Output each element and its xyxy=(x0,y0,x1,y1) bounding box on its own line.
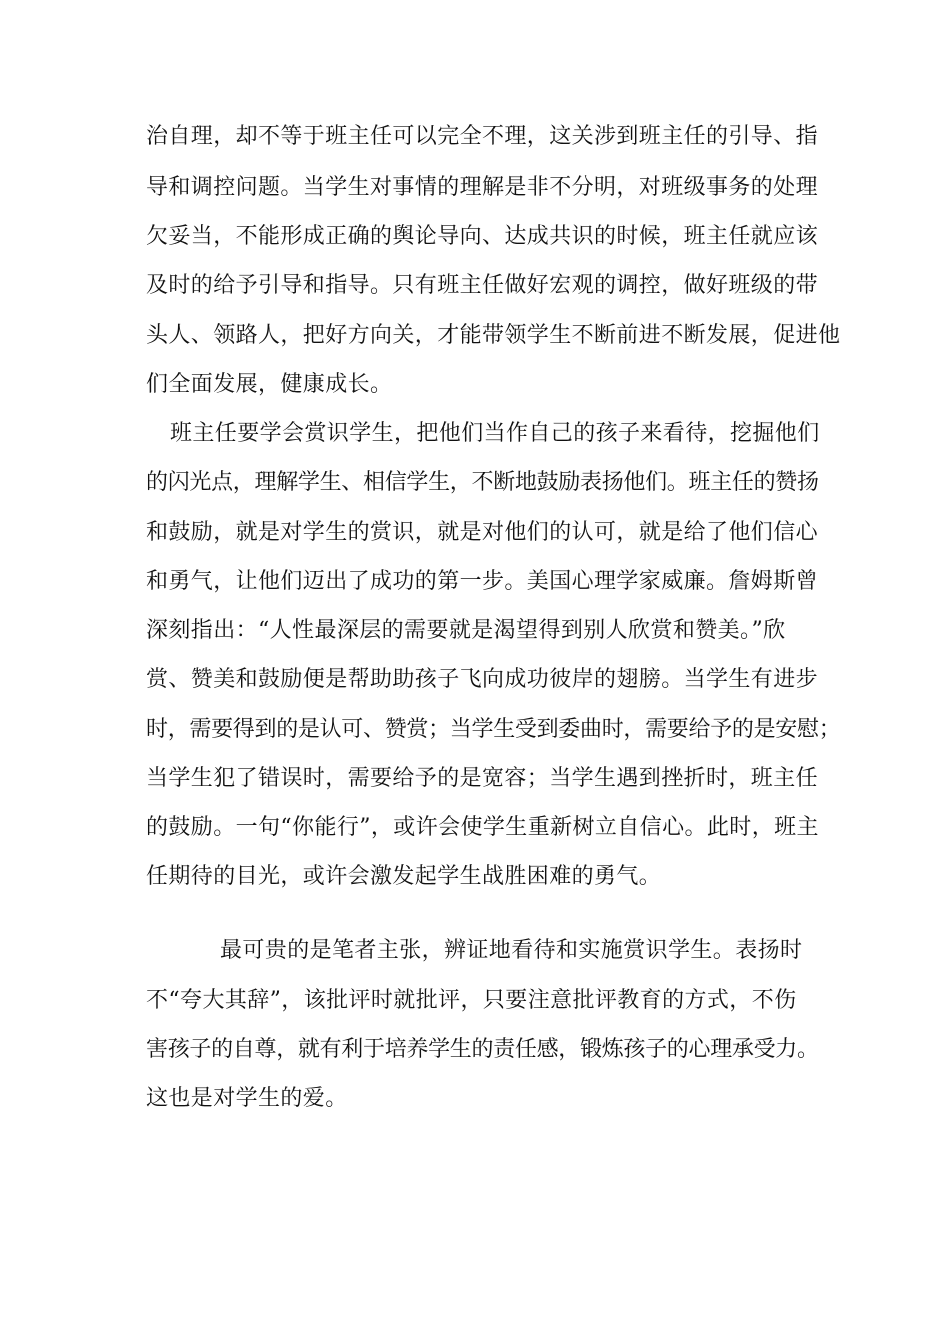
text-line: 和勇气，让他们迈出了成功的第一步。美国心理学家威廉。詹姆斯曾 xyxy=(146,569,819,594)
text-line: 们全面发展，健康成长。 xyxy=(146,372,393,397)
text-line: 害孩子的自尊，就有利于培养学生的责任感，锻炼孩子的心理承受力。 xyxy=(146,1037,819,1062)
text-line: 不“夸大其辞”，该批评时就批评，只要注意批评教育的方式，不伤 xyxy=(146,988,797,1013)
text-line: 的鼓励。一句“你能行”，或许会使学生重新树立自信心。此时，班主 xyxy=(146,815,819,840)
text-line: 当学生犯了错误时，需要给予的是宽容；当学生遇到挫折时，班主任 xyxy=(146,766,819,791)
text-line: 的闪光点，理解学生、相信学生，不断地鼓励表扬他们。班主任的赞扬 xyxy=(146,470,819,495)
text-line: 治自理，却不等于班主任可以完全不理，这关涉到班主任的引导、指 xyxy=(146,124,819,149)
text-line: 头人、领路人，把好方向关，才能带领学生不断前进不断发展，促进他 xyxy=(146,323,841,348)
text-line: 班主任要学会赏识学生，把他们当作自己的孩子来看待，挖掘他们 xyxy=(170,421,820,446)
text-line: 这也是对学生的爱。 xyxy=(146,1086,348,1111)
text-line: 和鼓励，就是对学生的赏识，就是对他们的认可，就是给了他们信心 xyxy=(146,520,819,545)
text-line: 最可贵的是笔者主张，辨证地看待和实施赏识学生。表扬时 xyxy=(220,938,803,963)
text-line: 导和调控问题。当学生对事情的理解是非不分明，对班级事务的处理 xyxy=(146,175,819,200)
text-line: 时，需要得到的是认可、赞赏；当学生受到委曲时，需要给予的是安慰； xyxy=(146,717,841,742)
text-line: 赏、赞美和鼓励便是帮助助孩子飞向成功彼岸的翅膀。当学生有进步 xyxy=(146,667,819,692)
text-line: 任期待的目光，或许会激发起学生战胜困难的勇气。 xyxy=(146,864,662,889)
text-line: 及时的给予引导和指导。只有班主任做好宏观的调控，做好班级的带 xyxy=(146,273,819,298)
text-line: 深刻指出：“人性最深层的需要就是渴望得到别人欣赏和赞美。”欣 xyxy=(146,618,786,643)
text-line: 欠妥当，不能形成正确的舆论导向、达成共识的时候，班主任就应该 xyxy=(146,224,819,249)
